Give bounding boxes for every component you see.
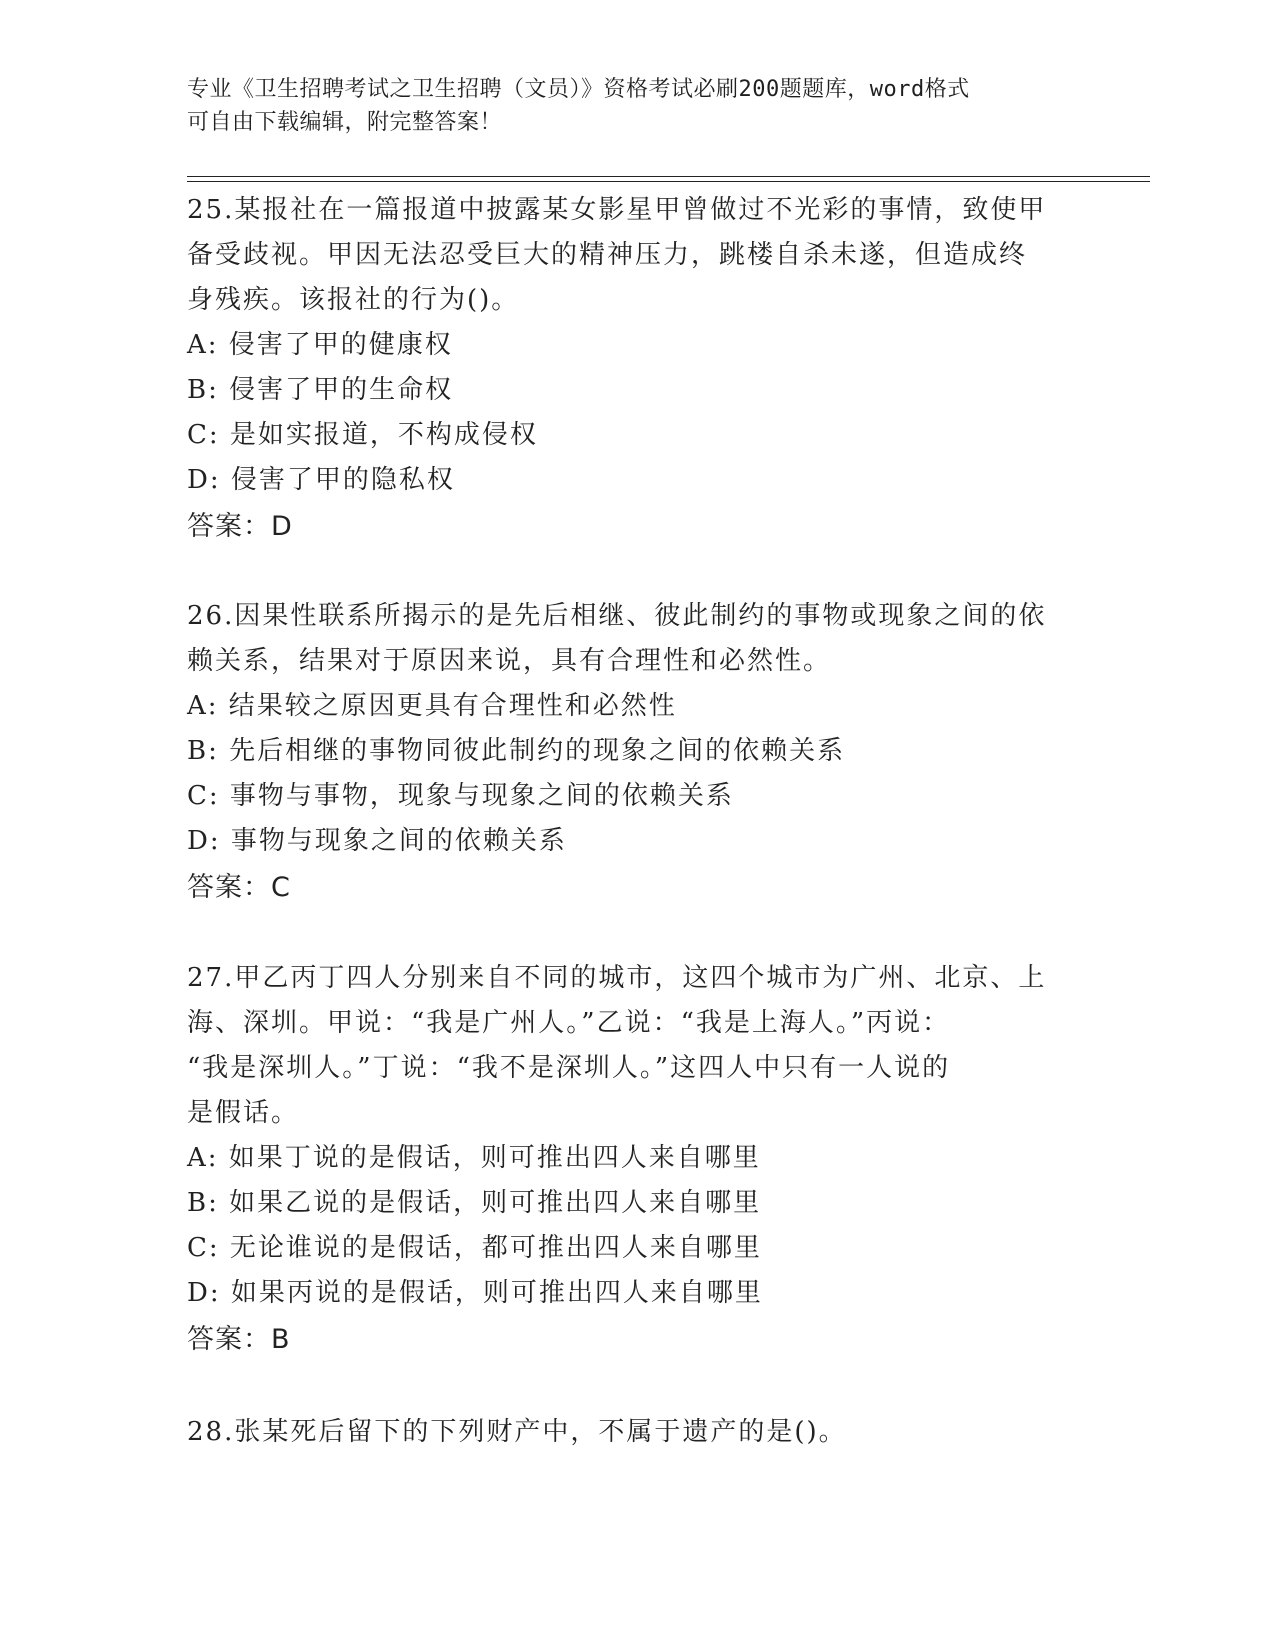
stem-line: 赖关系，结果对于原因来说，具有合理性和必然性。 bbox=[187, 646, 832, 676]
stem-line: 27.甲乙丙丁四人分别来自不同的城市，这四个城市为广州、北京、上 bbox=[187, 963, 1047, 993]
answer-line: 答案：D bbox=[187, 511, 293, 542]
header-divider-bottom bbox=[187, 181, 1150, 182]
option-a: A: 如果丁说的是假话，则可推出四人来自哪里 bbox=[187, 1143, 761, 1173]
option-c: C: 事物与事物，现象与现象之间的依赖关系 bbox=[187, 781, 734, 811]
header-line-1: 专业《卫生招聘考试之卫生招聘（文员）》资格考试必刷200题题库，word格式 bbox=[187, 77, 970, 102]
question-stem bbox=[187, 956, 1087, 1136]
question-stem bbox=[187, 1410, 1087, 1455]
option-c: C: 无论谁说的是假话，都可推出四人来自哪里 bbox=[187, 1233, 762, 1263]
question-26 bbox=[187, 594, 1087, 910]
option-a: A: 侵害了甲的健康权 bbox=[187, 330, 453, 360]
question-stem bbox=[187, 594, 1087, 684]
option-b: B: 先后相继的事物同彼此制约的现象之间的依赖关系 bbox=[187, 736, 846, 766]
document-header bbox=[187, 73, 1087, 139]
question-27 bbox=[187, 956, 1087, 1362]
option-d: D: 侵害了甲的隐私权 bbox=[187, 465, 455, 495]
question-28 bbox=[187, 1410, 1087, 1455]
option-a: A: 结果较之原因更具有合理性和必然性 bbox=[187, 691, 677, 721]
stem-line: “我是深圳人。”丁说：“我不是深圳人。”这四人中只有一人说的 bbox=[187, 1053, 951, 1083]
option-d: D: 如果丙说的是假话，则可推出四人来自哪里 bbox=[187, 1278, 763, 1308]
stem-line: 海、深圳。甲说：“我是广州人。”乙说：“我是上海人。”丙说： bbox=[187, 1008, 951, 1038]
header-line-2: 可自由下载编辑，附完整答案！ bbox=[187, 110, 503, 135]
question-25 bbox=[187, 188, 1087, 549]
header-divider-top bbox=[187, 176, 1150, 177]
stem-line: 28.张某死后留下的下列财产中，不属于遗产的是()。 bbox=[187, 1417, 847, 1447]
option-c: C: 是如实报道，不构成侵权 bbox=[187, 420, 538, 450]
stem-line: 是假话。 bbox=[187, 1098, 300, 1128]
option-b: B: 侵害了甲的生命权 bbox=[187, 375, 454, 405]
answer-line: 答案：B bbox=[187, 1324, 291, 1355]
answer-line: 答案：C bbox=[187, 872, 291, 903]
stem-line: 25.某报社在一篇报道中披露某女影星甲曾做过不光彩的事情，致使甲 bbox=[187, 195, 1047, 225]
stem-line: 身残疾。该报社的行为()。 bbox=[187, 285, 520, 315]
question-stem bbox=[187, 188, 1087, 323]
option-b: B: 如果乙说的是假话，则可推出四人来自哪里 bbox=[187, 1188, 762, 1218]
stem-line: 备受歧视。甲因无法忍受巨大的精神压力，跳楼自杀未遂，但造成终 bbox=[187, 240, 1028, 270]
stem-line: 26.因果性联系所揭示的是先后相继、彼此制约的事物或现象之间的依 bbox=[187, 601, 1047, 631]
option-d: D: 事物与现象之间的依赖关系 bbox=[187, 826, 567, 856]
